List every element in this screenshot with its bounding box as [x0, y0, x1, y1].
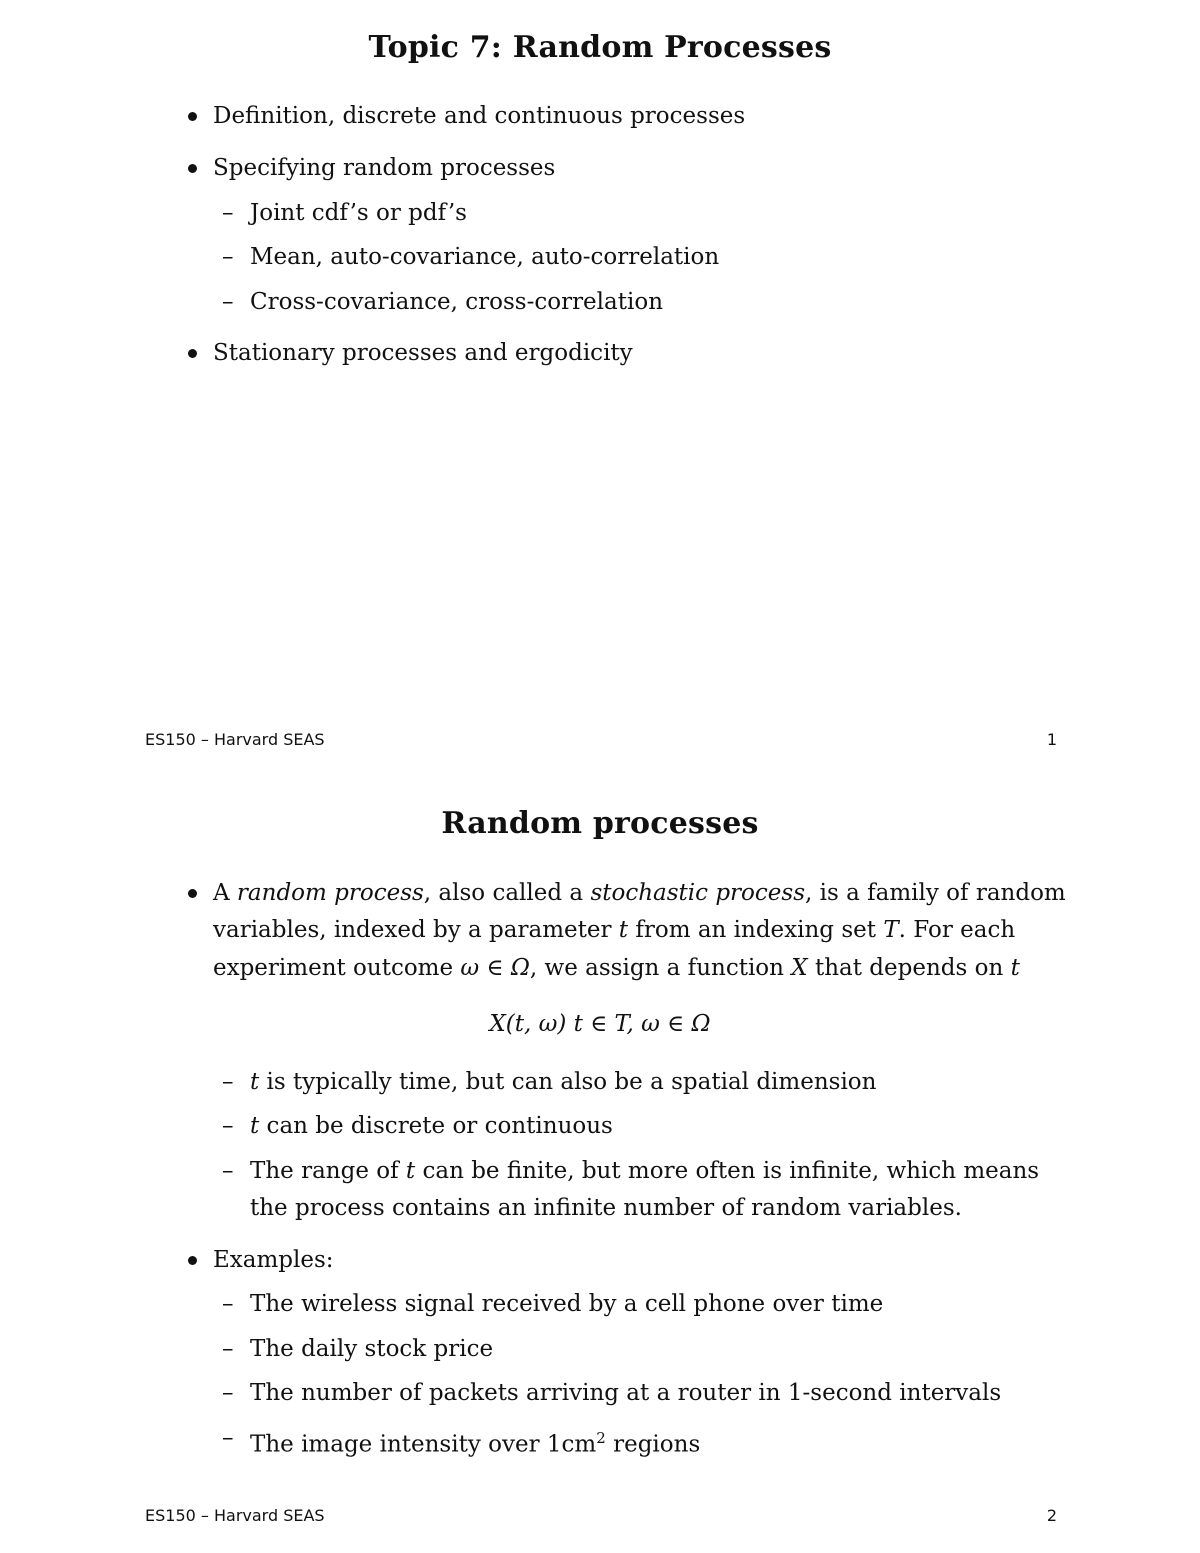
dash-icon: – [222, 1291, 234, 1317]
dash-icon: – [222, 1113, 234, 1139]
definition-line-2: variables, indexed by a parameter t from an indexing set T. For each [213, 917, 1016, 943]
dash-icon: – [222, 1069, 234, 1095]
definition-line-3: experiment outcome ω ∈ Ω, we assign a function X that depends on t [213, 955, 1020, 981]
sub-bullet-item: Mean, auto-covariance, auto-correlation [250, 244, 720, 270]
example-item: The wireless signal received by a cell phone over time [250, 1291, 884, 1317]
page-number: 2 [1046, 1506, 1057, 1525]
equation: X(t, ω) t ∈ T, ω ∈ Ω [489, 1011, 711, 1037]
slide-title: Random processes [441, 806, 759, 841]
bullet-dot-icon [188, 112, 197, 121]
page-number: 1 [1046, 730, 1057, 749]
dash-icon: – [222, 289, 234, 315]
dash-icon: – [222, 1158, 234, 1184]
bullet-item: Definition, discrete and continuous processes [213, 103, 746, 129]
sub-bullet-continuation: the process contains an infinite number of random variables. [250, 1195, 962, 1221]
slide-1 [0, 0, 1200, 776]
sub-bullet-item: Joint cdf’s or pdf’s [250, 200, 467, 226]
slide-title: Topic 7: Random Processes [368, 30, 832, 65]
sub-bullet-item: t is typically time, but can also be a spatial dimension [250, 1069, 877, 1095]
bullet-dot-icon [188, 164, 197, 173]
dash-icon: – [222, 1336, 234, 1362]
footer-course: ES150 – Harvard SEAS [145, 1506, 325, 1525]
sub-bullet-item: The range of t can be finite, but more often is infinite, which means [250, 1158, 1040, 1184]
example-item: The image intensity over $1cm^2$ regions [250, 1429, 701, 1458]
bullet-dot-icon [188, 889, 197, 898]
bullet-item: Stationary processes and ergodicity [213, 340, 633, 366]
bullet-dot-icon [188, 349, 197, 358]
dash-icon: – [222, 1380, 234, 1406]
dash-icon: – [222, 244, 234, 270]
definition-line-1: A random process, also called a stochastic process, is a family of random [213, 880, 1066, 906]
dash-icon: – [222, 1425, 234, 1451]
bullet-dot-icon [188, 1256, 197, 1265]
sub-bullet-item: Cross-covariance, cross-correlation [250, 289, 664, 315]
bullet-item: Examples: [213, 1247, 334, 1273]
slide-2 [0, 776, 1200, 1553]
example-item: The number of packets arriving at a router in 1-second intervals [250, 1380, 1002, 1406]
example-item: The daily stock price [250, 1336, 494, 1362]
dash-icon: – [222, 200, 234, 226]
footer-course: ES150 – Harvard SEAS [145, 730, 325, 749]
sub-bullet-item: t can be discrete or continuous [250, 1113, 613, 1139]
bullet-item: Specifying random processes [213, 155, 556, 181]
